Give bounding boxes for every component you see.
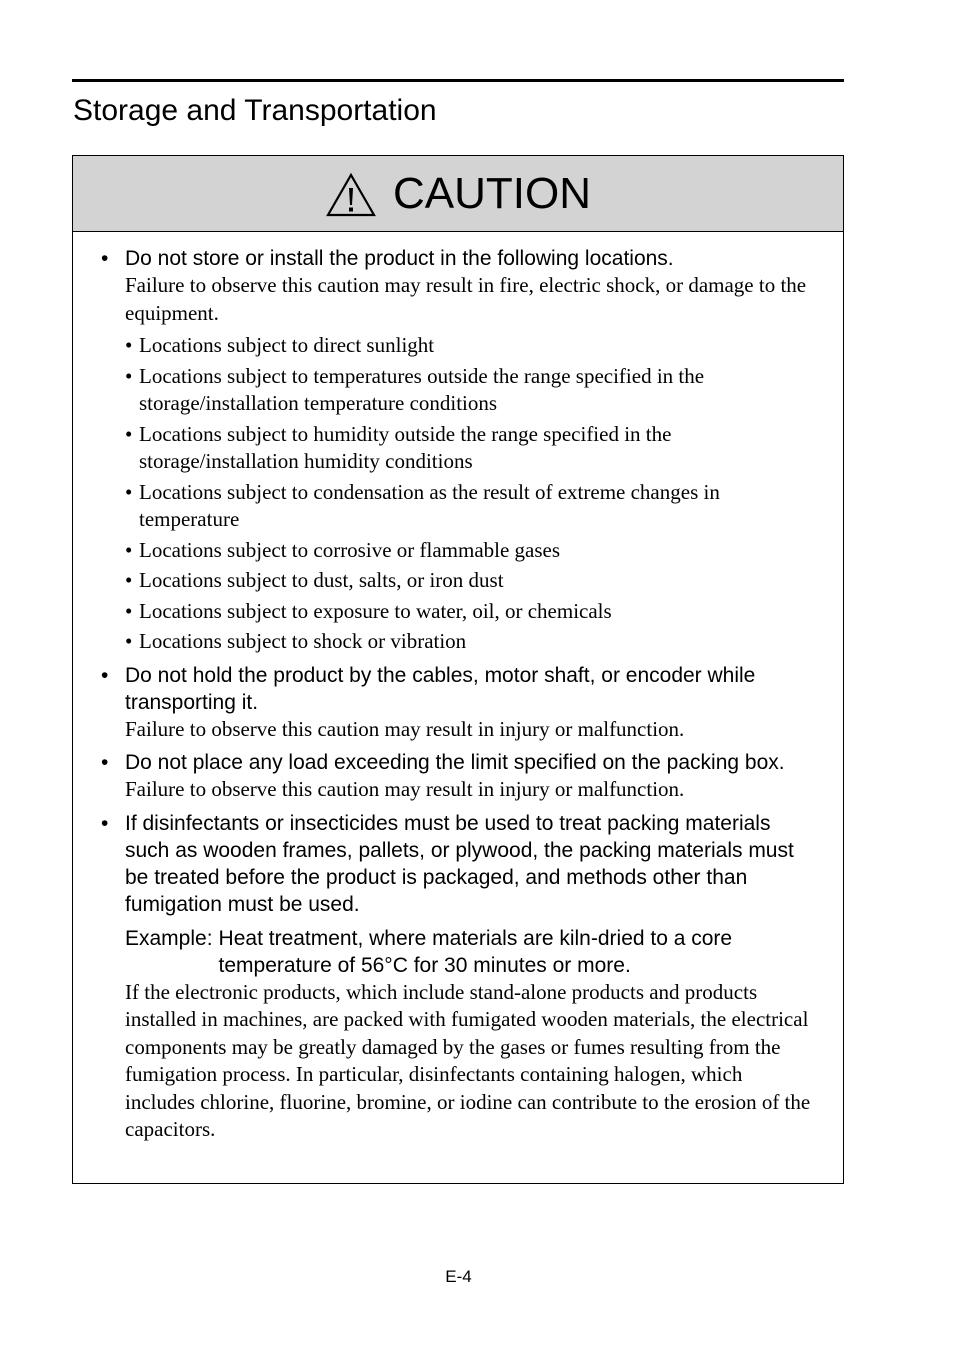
warning-triangle-icon: [325, 172, 377, 218]
location-item: • Locations subject to direct sunlight: [125, 333, 435, 357]
caution-item-body: Failure to observe this caution may result in fire, electric shock, or damage to the equipment.: [125, 273, 807, 325]
bullet: •: [101, 811, 109, 835]
bullet: •: [101, 751, 109, 774]
caution-item-heading: If disinfectants or insecticides must be used to treat packing materials such as wooden frames, pallets, or plywood, the packing materials must be treated before the product is packaged, and methods other than fumigation must be used.: [125, 811, 794, 916]
caution-item: [101, 749, 813, 804]
caution-item: [101, 810, 813, 1144]
location-item: • Locations subject to temperatures outside the range specified in the storage/installation temperature conditions: [125, 363, 705, 415]
bullet: •: [101, 247, 109, 270]
caution-item-heading: Do not place any load exceeding the limit specified on the packing box.: [125, 751, 785, 774]
example-label: Example:: [125, 926, 213, 950]
caution-item-heading: Do not store or install the product in the following locations.: [125, 247, 674, 270]
location-list: [125, 332, 813, 656]
example: [125, 925, 813, 979]
location-item: • Locations subject to humidity outside the range specified in the storage/installation humidity conditions: [125, 421, 672, 473]
bullet: •: [101, 663, 109, 687]
caution-item-heading: Do not hold the product by the cables, motor shaft, or encoder while transporting it.: [125, 663, 756, 714]
page-number: E-4: [445, 1267, 472, 1286]
caution-title: CAUTION: [393, 168, 591, 218]
caution-header: [73, 156, 843, 232]
location-item: • Locations subject to condensation as the result of extreme changes in temperature: [125, 479, 720, 531]
caution-item: [101, 245, 813, 656]
caution-box: [72, 155, 844, 1184]
caution-item-body: Failure to observe this caution may result in injury or malfunction.: [125, 716, 685, 741]
section-title: Storage and Transportation: [73, 94, 437, 127]
location-item: • Locations subject to exposure to water, oil, or chemicals: [125, 598, 612, 623]
location-item: • Locations subject to dust, salts, or iron dust: [125, 568, 504, 592]
location-item: • Locations subject to corrosive or flammable gases: [125, 537, 561, 562]
caution-content: [73, 232, 843, 1144]
top-rule: [72, 79, 844, 82]
location-item: • Locations subject to shock or vibration: [125, 629, 467, 653]
caution-item-body: Failure to observe this caution may result in injury or malfunction.: [125, 777, 685, 801]
caution-item-body: If the electronic products, which include stand-alone products and products installed in machines, are packed with fumigated wooden materials, the electrical components may be greatly damaged by the gases or fumes resulting from the fumigation process. In particular, disinfectants containing halogen, which includes chlorine, fluorine, bromine, or iodine can contribute to the erosion of the capacitors.: [125, 979, 811, 1141]
example-text: Heat treatment, where materials are kiln-dried to a core temperature of 56°C for 30 minutes or more.: [218, 926, 733, 977]
caution-item: [101, 662, 813, 744]
